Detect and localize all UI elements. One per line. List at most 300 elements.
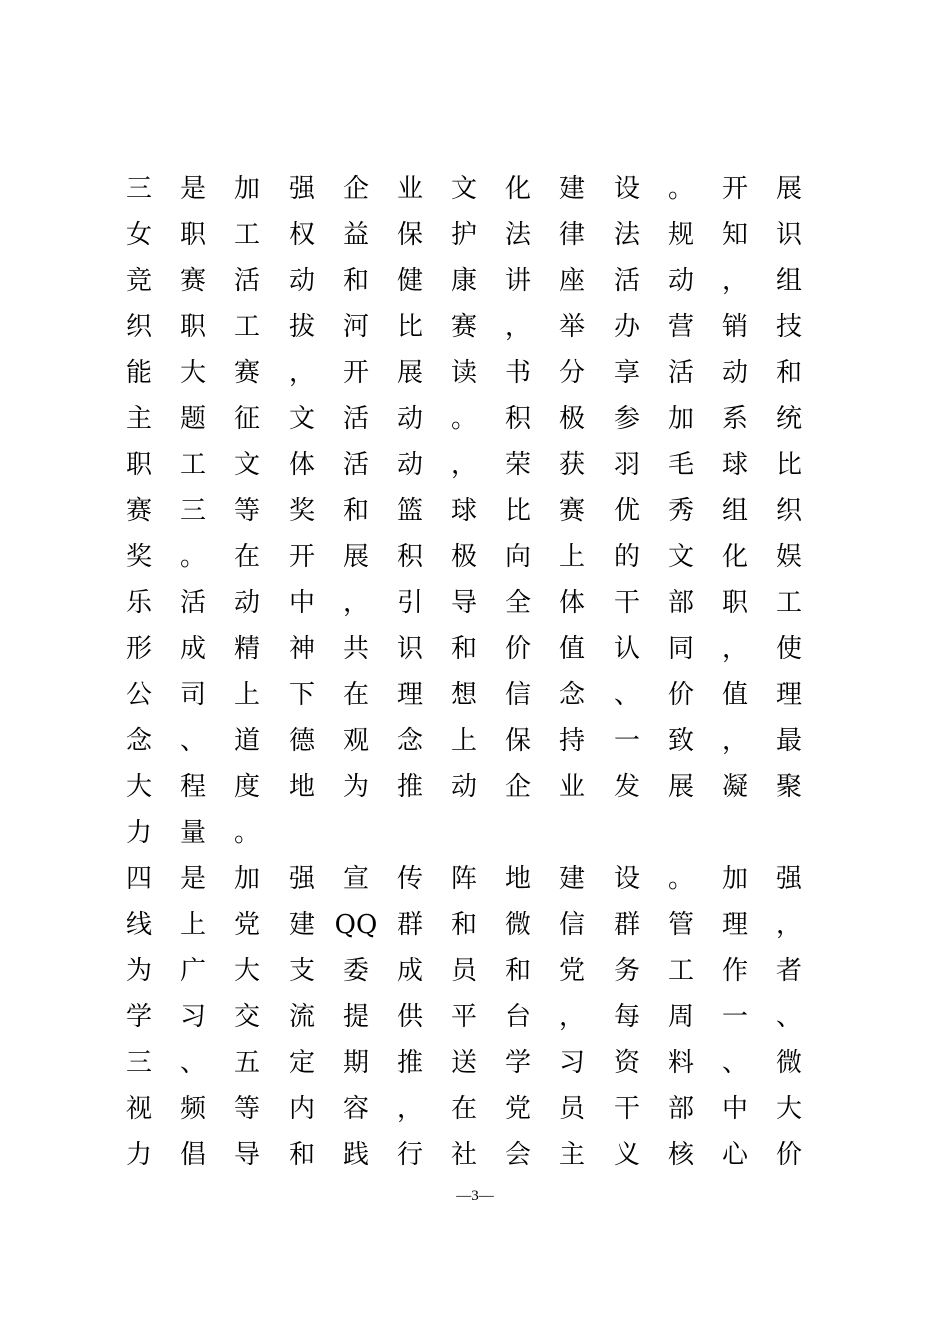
text-char: 党 [558, 956, 585, 986]
text-char: 引 [396, 588, 423, 618]
text-char: 动 [396, 404, 423, 434]
text-char: 举 [558, 312, 585, 342]
text-char: 全 [504, 588, 531, 618]
text-char: 最 [775, 726, 802, 756]
text-char: 识 [775, 220, 802, 250]
text-char: 中 [288, 588, 315, 618]
text-char: 乐 [125, 588, 152, 618]
text-char: ， [775, 910, 802, 940]
text-char: 五 [233, 1048, 260, 1078]
text-char: 设 [613, 174, 640, 204]
text-char: 上 [233, 680, 260, 710]
text-char: 加 [233, 174, 260, 204]
text-char: 加 [233, 864, 260, 894]
text-char: 四 [125, 864, 152, 894]
text-char: ， [721, 266, 748, 296]
text-char: 工 [667, 956, 694, 986]
text-char: ， [396, 1094, 423, 1124]
text-char: 、 [179, 1048, 206, 1078]
text-line [124, 580, 804, 626]
text-char: 羽 [613, 450, 640, 480]
text-char: 秀 [667, 496, 694, 526]
text-char: 开 [342, 358, 369, 388]
text-char: 传 [396, 864, 423, 894]
text-char: 、 [179, 726, 206, 756]
text-char: 活 [233, 266, 260, 296]
text-char: ， [504, 312, 531, 342]
text-char: 在 [342, 680, 369, 710]
text-char: 习 [558, 1048, 585, 1078]
text-char: 开 [288, 542, 315, 572]
text-char: 大 [125, 772, 152, 802]
text-char: 委 [342, 956, 369, 986]
text-char: 成 [396, 956, 423, 986]
text-char: 三 [125, 1048, 152, 1078]
text-char: 广 [179, 956, 206, 986]
text-char: 践 [342, 1140, 369, 1170]
text-char: 核 [667, 1140, 694, 1170]
text-char: 文 [233, 450, 260, 480]
text-char: 织 [125, 312, 152, 342]
text-char: 主 [125, 404, 152, 434]
text-char: 倡 [179, 1140, 206, 1170]
text-char: 企 [342, 174, 369, 204]
text-char: 和 [288, 1140, 315, 1170]
text-char: 组 [721, 496, 748, 526]
text-char: 是 [179, 174, 206, 204]
text-char: 技 [775, 312, 802, 342]
text-char: 球 [450, 496, 477, 526]
text-char: 使 [775, 634, 802, 664]
text-char: 地 [504, 864, 531, 894]
text-char: 员 [450, 956, 477, 986]
text-char: 推 [396, 1048, 423, 1078]
text-char: 定 [288, 1048, 315, 1078]
text-char: 动 [667, 266, 694, 296]
text-line [124, 534, 804, 580]
text-char: 题 [179, 404, 206, 434]
text-char: 观 [342, 726, 369, 756]
text-line [124, 718, 804, 764]
text-char: 律 [558, 220, 585, 250]
text-char: 供 [396, 1002, 423, 1032]
text-char: 员 [558, 1094, 585, 1124]
text-char: 地 [288, 772, 315, 802]
text-char: 能 [125, 358, 152, 388]
text-char: 活 [667, 358, 694, 388]
text-char: 益 [342, 220, 369, 250]
text-char: 度 [233, 772, 260, 802]
text-char: 积 [504, 404, 531, 434]
text-char: 作 [721, 956, 748, 986]
text-char: 推 [396, 772, 423, 802]
text-char: ， [450, 450, 477, 480]
text-char: 容 [342, 1094, 369, 1124]
text-char: 价 [504, 634, 531, 664]
text-char: 动 [396, 450, 423, 480]
text-char: 极 [450, 542, 477, 572]
text-line [124, 948, 804, 994]
text-char: 等 [233, 1094, 260, 1124]
text-char: ， [288, 358, 315, 388]
text-char: 赛 [179, 266, 206, 296]
text-char: 化 [504, 174, 531, 204]
text-char: 持 [558, 726, 585, 756]
text-char: 力 [125, 818, 152, 848]
text-line [124, 764, 804, 810]
text-char: 书 [504, 358, 531, 388]
text-char: 一 [613, 726, 640, 756]
text-char: 加 [667, 404, 694, 434]
text-char: 。 [450, 404, 477, 434]
text-char: 干 [613, 1094, 640, 1124]
text-char: 凝 [721, 772, 748, 802]
text-char: 提 [342, 1002, 369, 1032]
text-char: 同 [667, 634, 694, 664]
text-char: 、 [775, 1002, 802, 1032]
text-char: 为 [342, 772, 369, 802]
text-char: 大 [179, 358, 206, 388]
text-char: 强 [288, 864, 315, 894]
text-char: 奖 [288, 496, 315, 526]
text-char: 工 [775, 588, 802, 618]
text-char: 公 [125, 680, 152, 710]
text-char: 女 [125, 220, 152, 250]
text-char: 动 [288, 266, 315, 296]
text-char: 赛 [558, 496, 585, 526]
text-char: 法 [613, 220, 640, 250]
text-char: 法 [504, 220, 531, 250]
text-char: 护 [450, 220, 477, 250]
text-char: 统 [775, 404, 802, 434]
text-char: 致 [667, 726, 694, 756]
text-char: 和 [450, 634, 477, 664]
text-char: 送 [450, 1048, 477, 1078]
text-char: 建 [288, 910, 315, 940]
text-char: 动 [450, 772, 477, 802]
text-char: 设 [613, 864, 640, 894]
text-char: 部 [667, 588, 694, 618]
text-char: 。 [667, 174, 694, 204]
text-char: 动 [721, 358, 748, 388]
text-char: 、 [613, 680, 640, 710]
text-char: 开 [721, 174, 748, 204]
text-char: 务 [613, 956, 640, 986]
text-char: 荣 [504, 450, 531, 480]
text-char: 、 [721, 1048, 748, 1078]
text-char: 展 [775, 174, 802, 204]
text-char: 学 [504, 1048, 531, 1078]
text-line [124, 304, 804, 350]
text-char: 职 [179, 220, 206, 250]
text-char: 比 [504, 496, 531, 526]
text-char: 文 [450, 174, 477, 204]
text-char: 聚 [775, 772, 802, 802]
text-char: 干 [613, 588, 640, 618]
text-char: 文 [288, 404, 315, 434]
text-line [124, 212, 804, 258]
text-char: 期 [342, 1048, 369, 1078]
text-char: 想 [450, 680, 477, 710]
text-line [124, 672, 804, 718]
text-char: 价 [667, 680, 694, 710]
text-char: 上 [179, 910, 206, 940]
text-char: 活 [342, 450, 369, 480]
text-char: 党 [504, 1094, 531, 1124]
text-char: ， [721, 726, 748, 756]
text-char: 流 [288, 1002, 315, 1032]
text-char: 优 [613, 496, 640, 526]
text-char: 比 [775, 450, 802, 480]
text-char: 社 [450, 1140, 477, 1170]
text-char: 微 [504, 910, 531, 940]
text-char: 和 [342, 496, 369, 526]
text-char: 娱 [775, 542, 802, 572]
text-char: 识 [396, 634, 423, 664]
text-char: 群 [396, 910, 423, 940]
text-char: 工 [233, 312, 260, 342]
text-char: 展 [342, 542, 369, 572]
text-char: 支 [288, 956, 315, 986]
text-char: 企 [504, 772, 531, 802]
text-char: 信 [504, 680, 531, 710]
text-char: ， [342, 588, 369, 618]
text-char: 座 [558, 266, 585, 296]
text-char: 讲 [504, 266, 531, 296]
text-line [124, 902, 804, 948]
text-line [124, 488, 804, 534]
text-line [124, 1040, 804, 1086]
text-line [124, 166, 804, 212]
text-char: 义 [613, 1140, 640, 1170]
text-char: 和 [775, 358, 802, 388]
text-char: 和 [504, 956, 531, 986]
text-char: 展 [667, 772, 694, 802]
text-char: 竞 [125, 266, 152, 296]
text-char: 的 [613, 542, 640, 572]
text-char: 强 [288, 174, 315, 204]
text-char: 值 [721, 680, 748, 710]
text-char: 球 [721, 450, 748, 480]
text-char: 者 [775, 956, 802, 986]
text-char: 发 [613, 772, 640, 802]
text-char: 积 [396, 542, 423, 572]
text-line [124, 442, 804, 488]
text-char: 保 [396, 220, 423, 250]
text-char: 周 [667, 1002, 694, 1032]
text-char: 保 [504, 726, 531, 756]
text-char: 大 [775, 1094, 802, 1124]
text-char: 行 [396, 1140, 423, 1170]
text-char: 组 [775, 266, 802, 296]
text-char: 健 [396, 266, 423, 296]
text-char: 理 [396, 680, 423, 710]
text-char: 上 [558, 542, 585, 572]
text-char: 习 [179, 1002, 206, 1032]
text-char: 。 [233, 818, 260, 848]
text-char: 征 [233, 404, 260, 434]
text-char: 下 [288, 680, 315, 710]
text-char: 内 [288, 1094, 315, 1124]
text-char: 共 [342, 634, 369, 664]
text-char: 。 [179, 542, 206, 572]
text-char: 认 [613, 634, 640, 664]
text-char: 办 [613, 312, 640, 342]
text-line [124, 258, 804, 304]
text-char: 建 [558, 864, 585, 894]
text-char: 规 [667, 220, 694, 250]
text-char: 是 [179, 864, 206, 894]
text-char: 读 [450, 358, 477, 388]
text-char: 文 [667, 542, 694, 572]
text-char: 建 [558, 174, 585, 204]
text-char: 拔 [288, 312, 315, 342]
text-char: 河 [342, 312, 369, 342]
text-char: 台 [504, 1002, 531, 1032]
text-line [124, 396, 804, 442]
text-char: 上 [450, 726, 477, 756]
text-char: ， [721, 634, 748, 664]
text-char: 和 [342, 266, 369, 296]
text-char: 织 [775, 496, 802, 526]
text-char: 心 [721, 1140, 748, 1170]
text-char: 一 [721, 1002, 748, 1032]
text-char: 管 [667, 910, 694, 940]
text-char: 职 [721, 588, 748, 618]
text-line [124, 1132, 804, 1178]
text-char: 神 [288, 634, 315, 664]
text-char: 司 [179, 680, 206, 710]
text-char: 获 [558, 450, 585, 480]
text-char: 展 [396, 358, 423, 388]
text-char: QQ [334, 910, 378, 940]
text-char: 中 [721, 1094, 748, 1124]
text-char: 康 [450, 266, 477, 296]
text-char: 大 [233, 956, 260, 986]
text-char: 三 [179, 496, 206, 526]
text-char: 等 [233, 496, 260, 526]
text-char: 平 [450, 1002, 477, 1032]
text-char: ， [558, 1002, 585, 1032]
text-line [124, 810, 804, 856]
text-char: 线 [125, 910, 152, 940]
text-char: 会 [504, 1140, 531, 1170]
text-char: 值 [558, 634, 585, 664]
text-char: 力 [125, 1140, 152, 1170]
text-char: 主 [558, 1140, 585, 1170]
text-char: 赛 [450, 312, 477, 342]
text-char: 工 [233, 220, 260, 250]
text-char: 党 [233, 910, 260, 940]
text-char: 交 [233, 1002, 260, 1032]
text-char: 阵 [450, 864, 477, 894]
text-char: 活 [613, 266, 640, 296]
text-char: 群 [613, 910, 640, 940]
text-char: 德 [288, 726, 315, 756]
text-char: 销 [721, 312, 748, 342]
text-char: 导 [233, 1140, 260, 1170]
text-line [124, 350, 804, 396]
text-char: 加 [721, 864, 748, 894]
text-char: 职 [179, 312, 206, 342]
text-line [124, 626, 804, 672]
text-char: 和 [450, 910, 477, 940]
text-char: 价 [775, 1140, 802, 1170]
text-char: 学 [125, 1002, 152, 1032]
text-char: 活 [179, 588, 206, 618]
text-char: 奖 [125, 542, 152, 572]
text-char: 念 [396, 726, 423, 756]
text-char: 比 [396, 312, 423, 342]
body-text [124, 166, 804, 1178]
text-char: 形 [125, 634, 152, 664]
text-char: 料 [667, 1048, 694, 1078]
text-char: 篮 [396, 496, 423, 526]
text-char: 营 [667, 312, 694, 342]
text-char: 道 [233, 726, 260, 756]
text-char: 系 [721, 404, 748, 434]
text-char: 视 [125, 1094, 152, 1124]
text-char: 体 [558, 588, 585, 618]
text-char: 业 [558, 772, 585, 802]
text-char: 部 [667, 1094, 694, 1124]
text-char: 极 [558, 404, 585, 434]
text-char: 业 [396, 174, 423, 204]
text-char: 体 [288, 450, 315, 480]
page-number: —3— [456, 1188, 494, 1204]
text-char: 导 [450, 588, 477, 618]
text-char: 分 [558, 358, 585, 388]
text-char: 职 [125, 450, 152, 480]
text-char: 成 [179, 634, 206, 664]
text-char: 为 [125, 956, 152, 986]
text-char: 微 [775, 1048, 802, 1078]
text-char: 动 [233, 588, 260, 618]
text-line [124, 856, 804, 902]
text-char: 享 [613, 358, 640, 388]
text-char: 宣 [342, 864, 369, 894]
text-char: 在 [233, 542, 260, 572]
text-char: 活 [342, 404, 369, 434]
text-char: 频 [179, 1094, 206, 1124]
text-char: 赛 [125, 496, 152, 526]
text-char: 参 [613, 404, 640, 434]
text-char: 。 [667, 864, 694, 894]
text-char: 精 [233, 634, 260, 664]
text-char: 理 [721, 910, 748, 940]
text-char: 知 [721, 220, 748, 250]
text-char: 权 [288, 220, 315, 250]
text-char: 化 [721, 542, 748, 572]
text-char: 三 [125, 174, 152, 204]
text-char: 念 [558, 680, 585, 710]
text-line [124, 1086, 804, 1132]
text-char: 理 [775, 680, 802, 710]
text-char: 信 [558, 910, 585, 940]
text-char: 程 [179, 772, 206, 802]
text-char: 强 [775, 864, 802, 894]
text-char: 工 [179, 450, 206, 480]
text-line [124, 994, 804, 1040]
text-char: 量 [179, 818, 206, 848]
text-char: 毛 [667, 450, 694, 480]
text-char: 念 [125, 726, 152, 756]
text-char: 资 [613, 1048, 640, 1078]
text-char: 在 [450, 1094, 477, 1124]
text-char: 赛 [233, 358, 260, 388]
text-char: 每 [613, 1002, 640, 1032]
text-char: 向 [504, 542, 531, 572]
